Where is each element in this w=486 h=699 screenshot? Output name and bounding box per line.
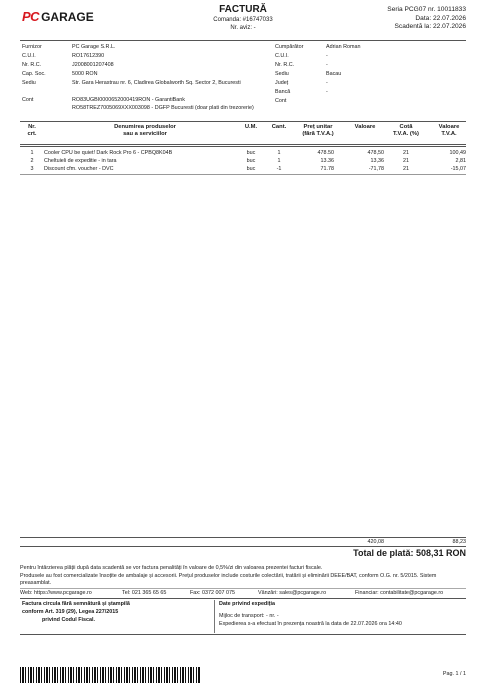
- contacts-top-divider: [20, 588, 466, 589]
- supplier-address-label: Sediu: [22, 80, 36, 86]
- supplier-rc-label: Nr. R.C.: [22, 62, 42, 68]
- header-divider: [20, 40, 466, 41]
- row-vat-value: 2,81: [455, 158, 466, 164]
- row-unit-price: 478.50: [317, 150, 334, 156]
- buyer-cui: -: [326, 53, 328, 59]
- buyer-county: -: [326, 80, 328, 86]
- fax-number: Fax: 0372 007 075: [190, 590, 235, 596]
- supplier-cui-label: C.U.I.: [22, 53, 36, 59]
- contacts-bottom-divider: [20, 598, 466, 599]
- phone-number: Tel: 021 365 65 65: [122, 590, 167, 596]
- col-header-vat-value-line2: T.V.A.: [441, 131, 457, 137]
- buyer-rc: -: [326, 62, 328, 68]
- col-header-value: Valoare: [354, 124, 376, 130]
- total-vat-value: 88,23: [452, 539, 466, 545]
- col-header-vat-value: [432, 124, 466, 138]
- table-rows-divider: [20, 174, 466, 175]
- row-nr: 3: [30, 166, 34, 172]
- shipping-title: Date privind expediția: [219, 601, 276, 607]
- shipping-note: Expedierea s-a efectuat în prezența noastră la data de 22.07.2026 ora 14:40: [219, 621, 402, 627]
- col-header-um: U.M.: [244, 124, 258, 130]
- row-nr: 1: [30, 150, 34, 156]
- col-header-description-line2: sau a serviciilor: [123, 131, 167, 137]
- row-um: buc: [246, 166, 256, 172]
- col-header-unit-price: [296, 124, 340, 138]
- row-qty: 1: [277, 158, 281, 164]
- row-description: Cheltuieli de expeditie - in tara: [44, 158, 117, 164]
- row-description: Cooler CPU be quiet! Dark Rock Pro 6 - CPBQ8K04B: [44, 150, 173, 156]
- shipping-transport: Mijloc de transport: - nr. -: [219, 613, 279, 619]
- col-header-vat-rate: [388, 124, 424, 138]
- supplier-cui: RO17612390: [72, 53, 105, 59]
- row-value: 478,50: [367, 150, 384, 156]
- row-um: buc: [246, 150, 256, 156]
- supplier-name: PC Garage S.R.L.: [72, 44, 116, 50]
- row-vat-rate: 21: [403, 166, 409, 172]
- buyer-label: Cumpărător: [275, 44, 304, 50]
- row-unit-price: 71.78: [320, 166, 334, 172]
- row-value: -71,78: [368, 166, 384, 172]
- supplier-address: Str. Gara Herastrau nr. 6, Cladirea Globalworth Sq. Sector 2, Bucuresti: [72, 80, 241, 86]
- legal-line-1: Factura circula fără semnătură și ștampilă: [22, 601, 130, 607]
- order-number: Comanda: #16747033: [213, 17, 273, 23]
- legal-line-3: privind Codul Fiscal.: [42, 617, 96, 623]
- col-header-nr-line2: crt.: [27, 131, 37, 137]
- col-header-unit-price-line1: Preț unitar: [303, 124, 333, 130]
- grand-total: Total de plată: 508,31 RON: [353, 548, 466, 558]
- invoice-series: Seria PCG07 nr. 10011833: [387, 6, 466, 13]
- supplier-label: Furnizor: [22, 44, 42, 50]
- page-number: Pag. 1 / 1: [442, 671, 466, 677]
- supplier-capital: 5000 RON: [72, 71, 98, 77]
- supplier-account-label: Cont: [22, 97, 34, 103]
- col-header-unit-price-line2: (fără T.V.A.): [302, 131, 334, 137]
- table-header-divider-2: [20, 146, 466, 147]
- row-value: 13,36: [370, 158, 384, 164]
- row-vat-value: 100,49: [449, 150, 466, 156]
- buyer-bank: -: [326, 89, 328, 95]
- supplier-account-2: RO58TREZ7005069XXX003098 - DGFP Bucuresti (doar plati din trezorerie): [72, 105, 254, 111]
- row-vat-rate: 21: [403, 150, 409, 156]
- legal-line-2: conform Art. 319 (29), Legea 227/2015: [22, 609, 119, 615]
- logo-text: GARAGE: [41, 10, 94, 24]
- notice-number: Nr. aviz: -: [230, 25, 256, 31]
- col-header-vat-rate-line2: T.V.A. (%): [393, 131, 419, 137]
- supplier-account-1: RO83UGBI0000652000419RON - GarantiBank: [72, 97, 185, 103]
- invoice-due-date: Scadentă la: 22.07.2026: [394, 23, 466, 30]
- col-header-description-line1: Denumirea produselor: [114, 124, 176, 130]
- finance-email[interactable]: Financiar: contabilitate@pcgarage.ro: [355, 590, 444, 596]
- row-unit-price: 13.36: [320, 158, 334, 164]
- row-um: buc: [246, 158, 256, 164]
- invoice-series-block: [387, 6, 466, 32]
- row-nr: 2: [30, 158, 34, 164]
- col-header-nr: [22, 124, 42, 138]
- col-header-description: [60, 124, 230, 138]
- document-title: FACTURĂ: [219, 4, 267, 15]
- table-header-divider-1: [20, 144, 466, 145]
- totals-bottom-divider: [20, 546, 466, 547]
- buyer-address: Bacau: [326, 71, 342, 77]
- sales-email[interactable]: Vânzări: sales@pcgarage.ro: [258, 590, 327, 596]
- row-qty: 1: [277, 150, 281, 156]
- col-header-vat-value-line1: Valoare: [438, 124, 460, 130]
- totals-top-divider: [20, 537, 466, 538]
- supplier-rc: J2008001207408: [72, 62, 114, 68]
- invoice-date: Data: 22.07.2026: [415, 14, 466, 22]
- buyer-account-label: Cont: [275, 98, 287, 104]
- col-header-nr-line1: Nr.: [28, 124, 36, 130]
- company-logo: [22, 8, 102, 24]
- buyer-cui-label: C.U.I.: [275, 53, 289, 59]
- buyer-county-label: Județ: [275, 80, 289, 86]
- row-vat-value: -15,07: [450, 166, 466, 172]
- col-header-vat-rate-line1: Cotă: [399, 124, 413, 130]
- buyer-address-label: Sediu: [275, 71, 289, 77]
- table-top-divider: [20, 121, 466, 122]
- footer-vertical-divider: [214, 600, 215, 633]
- buyer-rc-label: Nr. R.C.: [275, 62, 295, 68]
- col-header-qty: Cant.: [271, 124, 287, 130]
- total-value: 420,08: [367, 539, 384, 545]
- buyer-name: Adrian Roman: [326, 44, 361, 50]
- web-link[interactable]: Web: https://www.pcgarage.ro: [20, 590, 92, 596]
- barcode-image: [20, 667, 200, 683]
- products-note: Produsele au fost comercializate însoțite de ambalaje și accesorii. Prețul produselor include costurile colectării, tratării și eliminării DEEE/BAT, conform O.G. nr. 5/2015. Sistem preasamblat.: [20, 573, 437, 586]
- footer-bottom-divider: [20, 634, 466, 635]
- row-vat-rate: 21: [403, 158, 409, 164]
- logo-mark: PC: [22, 9, 40, 24]
- supplier-capital-label: Cap. Soc.: [22, 71, 46, 77]
- row-qty: -1: [276, 166, 282, 172]
- penalty-note: Pentru întârzierea plății după data scadentă se vor factura penalități în valoare de 0,5%/zi din valoarea prezentei facturi fiscale.: [20, 565, 323, 571]
- buyer-bank-label: Bancă: [275, 89, 291, 95]
- row-description: Discount cfm. voucher - DVC: [44, 166, 114, 172]
